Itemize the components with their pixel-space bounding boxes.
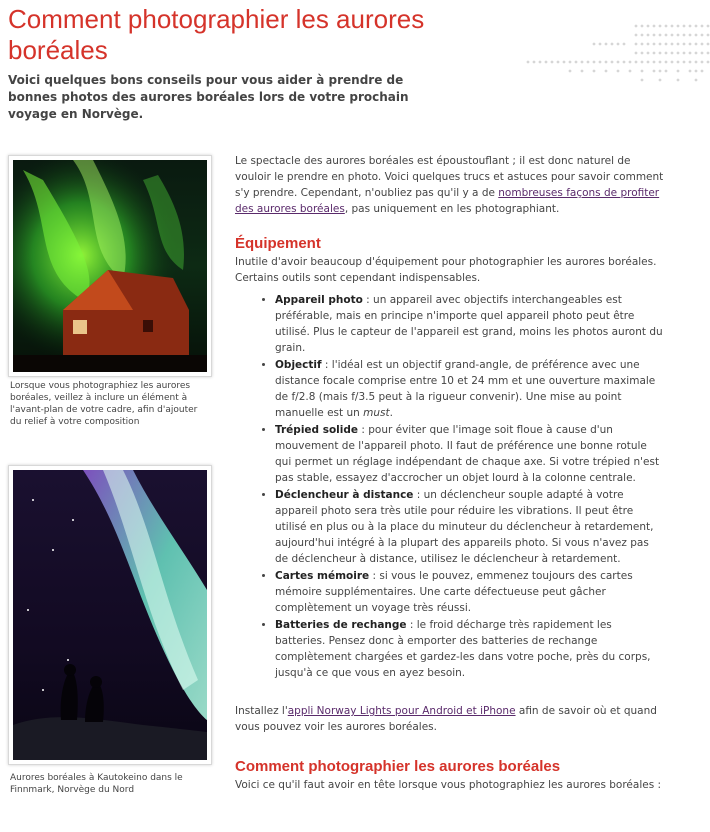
emphasis-text: must bbox=[363, 407, 390, 419]
list-item-term: Batteries de rechange bbox=[275, 619, 407, 631]
paragraph-text: Installez l' bbox=[235, 705, 288, 717]
paragraph-text: afin de savoir où et quand vous pouvez voir les aurores boréales. bbox=[235, 705, 657, 733]
photo-caption: Aurores boréales à Kautokeino dans le Finnmark, Norvège du Nord bbox=[10, 773, 183, 795]
equipment-intro: Inutile d'avoir beaucoup d'équipement pour photographier les aurores boréales. Certains outils sont cependant indispensables. bbox=[235, 256, 657, 284]
list-item bbox=[275, 617, 665, 681]
list-item bbox=[275, 422, 665, 486]
equipment-list bbox=[235, 292, 665, 681]
list-item-text: : le froid décharge très rapidement les batteries. Pensez donc à emporter des batteries de rechange complètement chargées et gardez-les dans votre poche, près du corps, jusqu'à ce que vous en ayez besoin. bbox=[275, 619, 651, 679]
paragraph-text: Le spectacle des aurores boréales est époustouflant ; il est donc naturel de vouloir le prendre en photo. Voici quelques trucs et astuces pour savoir comment s'y prendre. Cependant, n'oubliez pas qu'il y a de bbox=[235, 155, 664, 199]
page-title: Comment photographier les aurores boréales bbox=[8, 4, 425, 65]
list-item-term: Trépied solide bbox=[275, 424, 359, 436]
list-item-text: : un appareil avec objectifs interchangeables est préférable, mais en principe n'importe quel appareil photo peut être utilisé. Plus le capteur de l'appareil est grand, moins les photos auront du grain. bbox=[275, 294, 663, 354]
norway-lights-app-link[interactable]: appli Norway Lights pour Android et iPhone bbox=[287, 705, 516, 717]
photo-caption: Lorsque vous photographiez les aurores boréales, veillez à inclure un élément à l'avant-plan de votre cadre, afin d'ajouter du relief à votre composition bbox=[10, 381, 198, 427]
app-paragraph bbox=[235, 703, 665, 735]
list-item bbox=[275, 292, 665, 356]
list-item-text: : si vous le pouvez, emmenez toujours des cartes mémoire supplémentaires. Une carte défectueuse peut gâcher complètement un voyage très réussi. bbox=[275, 570, 633, 614]
list-item-term: Déclencheur à distance bbox=[275, 489, 414, 501]
list-item-term: Objectif bbox=[275, 359, 322, 371]
list-item-text: : l'idéal est un objectif grand-angle, de préférence avec une distance focale comprise entre 10 et 24 mm et une ouverture maximale de f/2.8 (mais f/3.5 peut à la rigueur convenir). Une mise au point manuelle est un bbox=[275, 359, 656, 419]
dotted-map-decoration bbox=[492, 20, 710, 90]
ways-to-enjoy-link[interactable]: nombreuses façons de profiter des aurores boréales bbox=[235, 187, 660, 215]
list-item-term: Cartes mémoire bbox=[275, 570, 370, 582]
aurora-barn-photo bbox=[8, 155, 212, 377]
paragraph-text: , pas uniquement en les photographiant. bbox=[344, 203, 560, 215]
list-item bbox=[275, 357, 665, 421]
article-body bbox=[235, 153, 665, 793]
article-paragraph bbox=[235, 153, 665, 217]
aurora-silhouettes-photo bbox=[8, 465, 212, 765]
list-item-text: : un déclencheur souple adapté à votre appareil photo sera très utile pour réduire les vibrations. Il peut être utilisé en plus ou à la place du minuteur du déclencheur à retardement, aujourd'hui intégré à la plupart des appareils photo. Si vous n'avez pas de déclencheur à distance, utilisez le déclencheur à retardement. bbox=[275, 489, 654, 565]
list-item-term: Appareil photo bbox=[275, 294, 363, 306]
list-item-text: . bbox=[389, 407, 393, 419]
section-heading-how-to: Comment photographier les aurores boréales bbox=[235, 758, 561, 775]
list-item bbox=[275, 487, 665, 567]
list-item bbox=[275, 568, 665, 616]
article-intro: Voici quelques bons conseils pour vous aider à prendre de bonnes photos des aurores boréales lors de votre prochain voyage en Norvège. bbox=[8, 73, 409, 121]
how-intro: Voici ce qu'il faut avoir en tête lorsque vous photographiez les aurores boréales : bbox=[235, 779, 662, 791]
list-item-text: : pour éviter que l'image soit floue à cause d'un mouvement de l'appareil photo. Il faut de préférence une bonne rotule qui permet un réglage indépendant de chaque axe. Si votre trépied n'est pas stable, essayez d'accrocher un objet lourd à la colonne centrale. bbox=[275, 424, 660, 484]
section-heading-equipment: Équipement bbox=[235, 235, 321, 252]
